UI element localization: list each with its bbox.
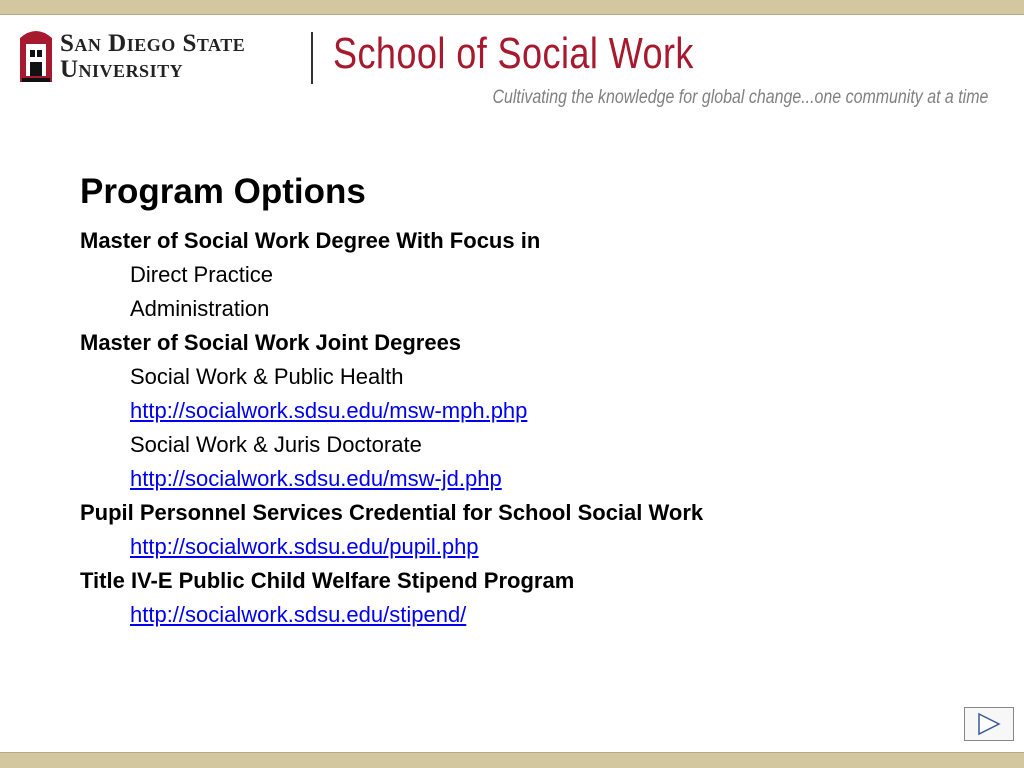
header-banner <box>0 15 1024 125</box>
next-slide-button[interactable] <box>964 707 1014 741</box>
bottom-decorative-bar <box>0 752 1024 768</box>
program-link-row <box>80 462 980 496</box>
program-link-row <box>80 530 980 564</box>
top-decorative-bar <box>0 0 1024 15</box>
header-divider <box>311 32 313 84</box>
program-link[interactable]: http://socialwork.sdsu.edu/stipend/ <box>130 602 467 627</box>
university-name-line1: San Diego State <box>60 30 246 57</box>
program-item: Social Work & Public Health <box>130 364 404 389</box>
school-name: School of Social Work <box>333 29 694 78</box>
page-title: Program Options <box>80 172 366 211</box>
tagline: Cultivating the knowledge for global change...one community at a time <box>492 87 988 108</box>
university-name <box>60 31 245 83</box>
program-item: Social Work & Juris Doctorate <box>130 432 422 457</box>
program-item: Administration <box>130 296 270 321</box>
program-link[interactable]: http://socialwork.sdsu.edu/pupil.php <box>130 534 479 559</box>
program-link-row <box>80 394 980 428</box>
program-heading: Pupil Personnel Services Credential for School Social Work <box>80 500 704 525</box>
slide-content <box>80 170 980 632</box>
program-heading: Master of Social Work Joint Degrees <box>80 330 462 355</box>
program-link-row <box>80 598 980 632</box>
program-list <box>80 224 980 632</box>
university-name-line2: University <box>60 56 184 83</box>
program-heading: Title IV-E Public Child Welfare Stipend Program <box>80 568 575 593</box>
program-link[interactable]: http://socialwork.sdsu.edu/msw-mph.php <box>130 398 528 423</box>
sdsu-logo-icon <box>18 28 54 84</box>
program-heading: Master of Social Work Degree With Focus in <box>80 228 541 253</box>
program-item: Direct Practice <box>130 262 274 287</box>
play-next-icon <box>975 712 1003 736</box>
program-link[interactable]: http://socialwork.sdsu.edu/msw-jd.php <box>130 466 502 491</box>
